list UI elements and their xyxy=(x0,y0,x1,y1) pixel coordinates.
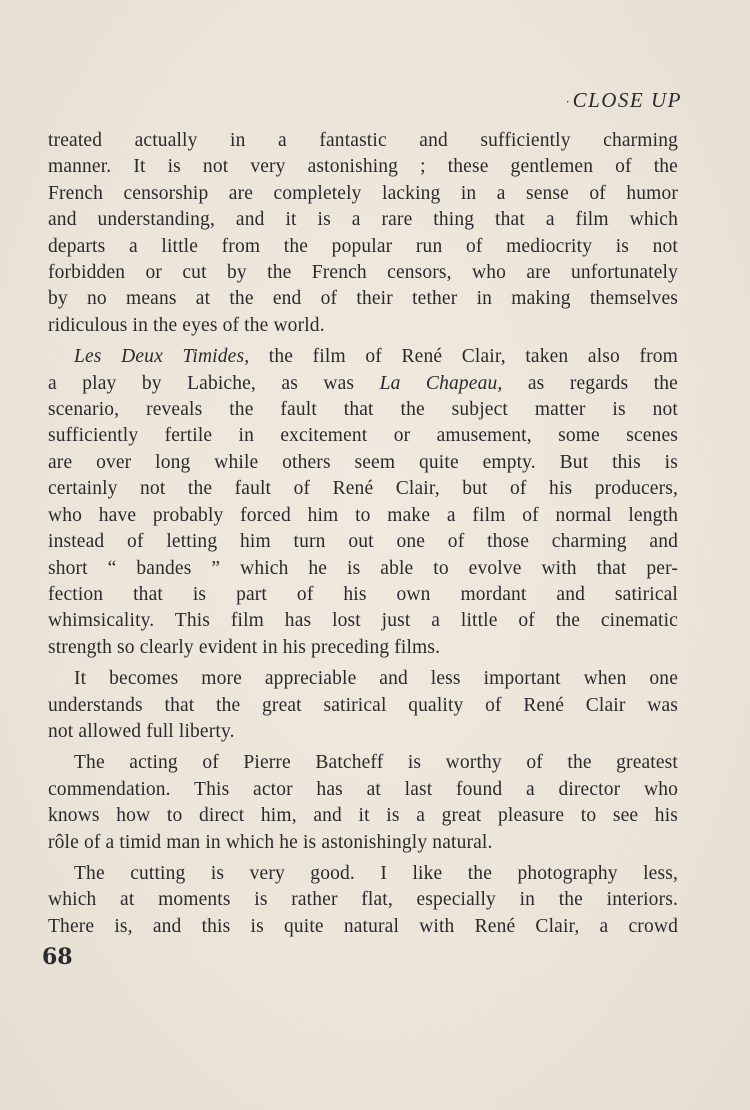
text-line: understands that the great satirical quality of René Clair was xyxy=(48,694,678,716)
paragraph-1 xyxy=(48,128,678,339)
text-line: The acting of Pierre Batcheff is worthy of the greatest xyxy=(74,752,678,774)
text-line: strength so clearly evident in his preceding films. xyxy=(48,636,441,658)
body-text xyxy=(48,128,678,940)
text-line: by no means at the end of their tether in making themselves xyxy=(48,288,678,310)
text-line: are over long while others seem quite empty. But this is xyxy=(48,451,678,473)
text-line: treated actually in a fantastic and sufficiently charming xyxy=(48,130,678,151)
text-line: knows how to direct him, and it is a great pleasure to see his xyxy=(48,805,678,827)
paragraph-5 xyxy=(48,861,678,940)
paragraph-3 xyxy=(48,666,678,745)
text-line: a play by Labiche, as was La Chapeau, as regards the xyxy=(48,372,678,394)
text-line: fection that is part of his own mordant and satirical xyxy=(48,583,678,605)
running-head-mark: · xyxy=(565,94,571,110)
text-line: rôle of a timid man in which he is astonishingly natural. xyxy=(48,831,493,853)
running-head xyxy=(566,88,682,113)
text-line: forbidden or cut by the French censors, who are unfortunately xyxy=(48,262,678,284)
text-line: instead of letting him turn out one of those charming and xyxy=(48,531,678,553)
italic-title: La Chapeau, xyxy=(379,372,503,394)
text-line: French censorship are completely lacking in a sense of humor xyxy=(48,182,678,204)
text-line: It becomes more appreciable and less important when one xyxy=(74,668,678,690)
text-line: Les Deux Timides, the film of René Clair, taken also from xyxy=(74,346,678,368)
page-number: 68 xyxy=(42,944,73,970)
text-line: scenario, reveals the fault that the subject matter is not xyxy=(48,399,678,421)
text-line: whimsicality. This film has lost just a little of the cinematic xyxy=(48,610,678,632)
text-line: manner. It is not very astonishing ; these gentlemen of the xyxy=(48,156,678,178)
running-head-text: CLOSE UP xyxy=(572,88,682,112)
paragraph-4 xyxy=(48,750,678,856)
text-line: ridiculous in the eyes of the world. xyxy=(48,314,325,336)
italic-title: Les Deux Timides, xyxy=(74,346,250,368)
text-line: not allowed full liberty. xyxy=(48,720,235,742)
text-line: who have probably forced him to make a film of normal length xyxy=(48,504,678,526)
text-line: departs a little from the popular run of mediocrity is not xyxy=(48,235,678,257)
text-line: The cutting is very good. I like the photography less, xyxy=(74,862,678,884)
text-line: which at moments is rather flat, especially in the interiors. xyxy=(48,889,678,911)
paragraph-2 xyxy=(48,344,678,661)
text-line: There is, and this is quite natural with René Clair, a crowd xyxy=(48,915,678,937)
text-line: short “ bandes ” which he is able to evolve with that per- xyxy=(48,557,678,579)
text-line: sufficiently fertile in excitement or amusement, some scenes xyxy=(48,425,678,447)
text-line: and understanding, and it is a rare thing that a film which xyxy=(48,209,678,231)
text-line: certainly not the fault of René Clair, but of his producers, xyxy=(48,478,678,500)
text-line: commendation. This actor has at last found a director who xyxy=(48,778,678,800)
